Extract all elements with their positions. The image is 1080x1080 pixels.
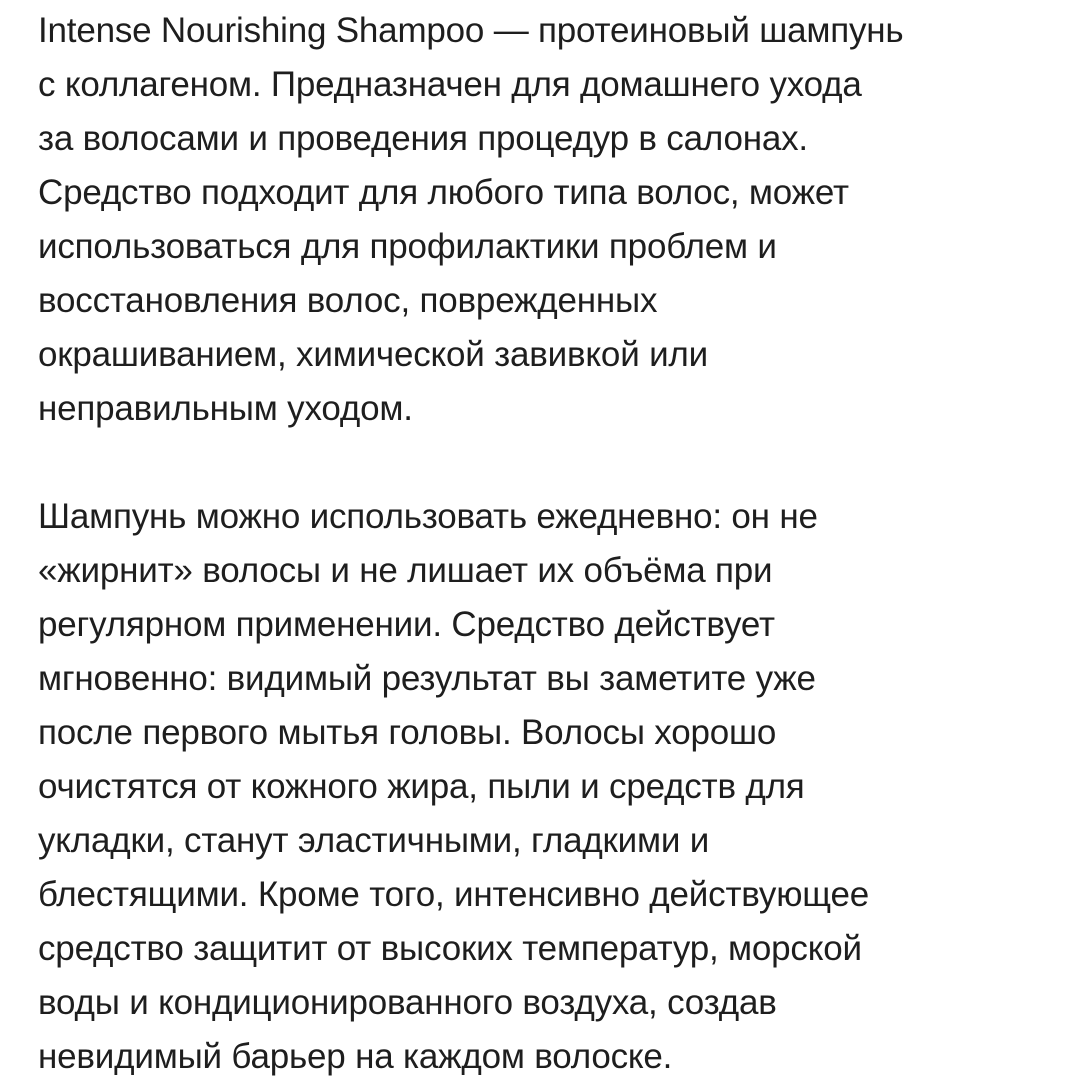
text-line: за волосами и проведения процедур в салонах. — [38, 119, 808, 158]
text-line: блестящими. Кроме того, интенсивно действующее — [38, 875, 869, 914]
text-line: после первого мытья головы. Волосы хорошо — [38, 713, 777, 752]
text-line: воды и кондиционированного воздуха, создав — [38, 983, 777, 1022]
text-line: с коллагеном. Предназначен для домашнего ухода — [38, 65, 862, 104]
text-line: средство защитит от высоких температур, морской — [38, 929, 862, 968]
text-line: очистятся от кожного жира, пыли и средств для — [38, 767, 805, 806]
text-line: неправильным уходом. — [38, 389, 413, 428]
text-line: использоваться для профилактики проблем и — [38, 227, 777, 266]
text-line: мгновенно: видимый результат вы заметите уже — [38, 659, 816, 698]
text-line: Средство подходит для любого типа волос, может — [38, 173, 849, 212]
text-line: Шампунь можно использовать ежедневно: он не — [38, 497, 818, 536]
paragraph-intro — [38, 4, 1080, 436]
text-line: восстановления волос, поврежденных — [38, 281, 658, 320]
text-line: регулярном применении. Средство действует — [38, 605, 775, 644]
paragraph-spacer — [38, 436, 1080, 490]
paragraph-usage — [38, 490, 1080, 1080]
text-line: укладки, станут эластичными, гладкими и — [38, 821, 710, 860]
text-line: невидимый барьер на каждом волоске. — [38, 1037, 673, 1076]
text-line: «жирнит» волосы и не лишает их объёма при — [38, 551, 773, 590]
text-line: Intense Nourishing Shampoo — протеиновый шампунь — [38, 11, 904, 50]
text-line: окрашиванием, химической завивкой или — [38, 335, 708, 374]
